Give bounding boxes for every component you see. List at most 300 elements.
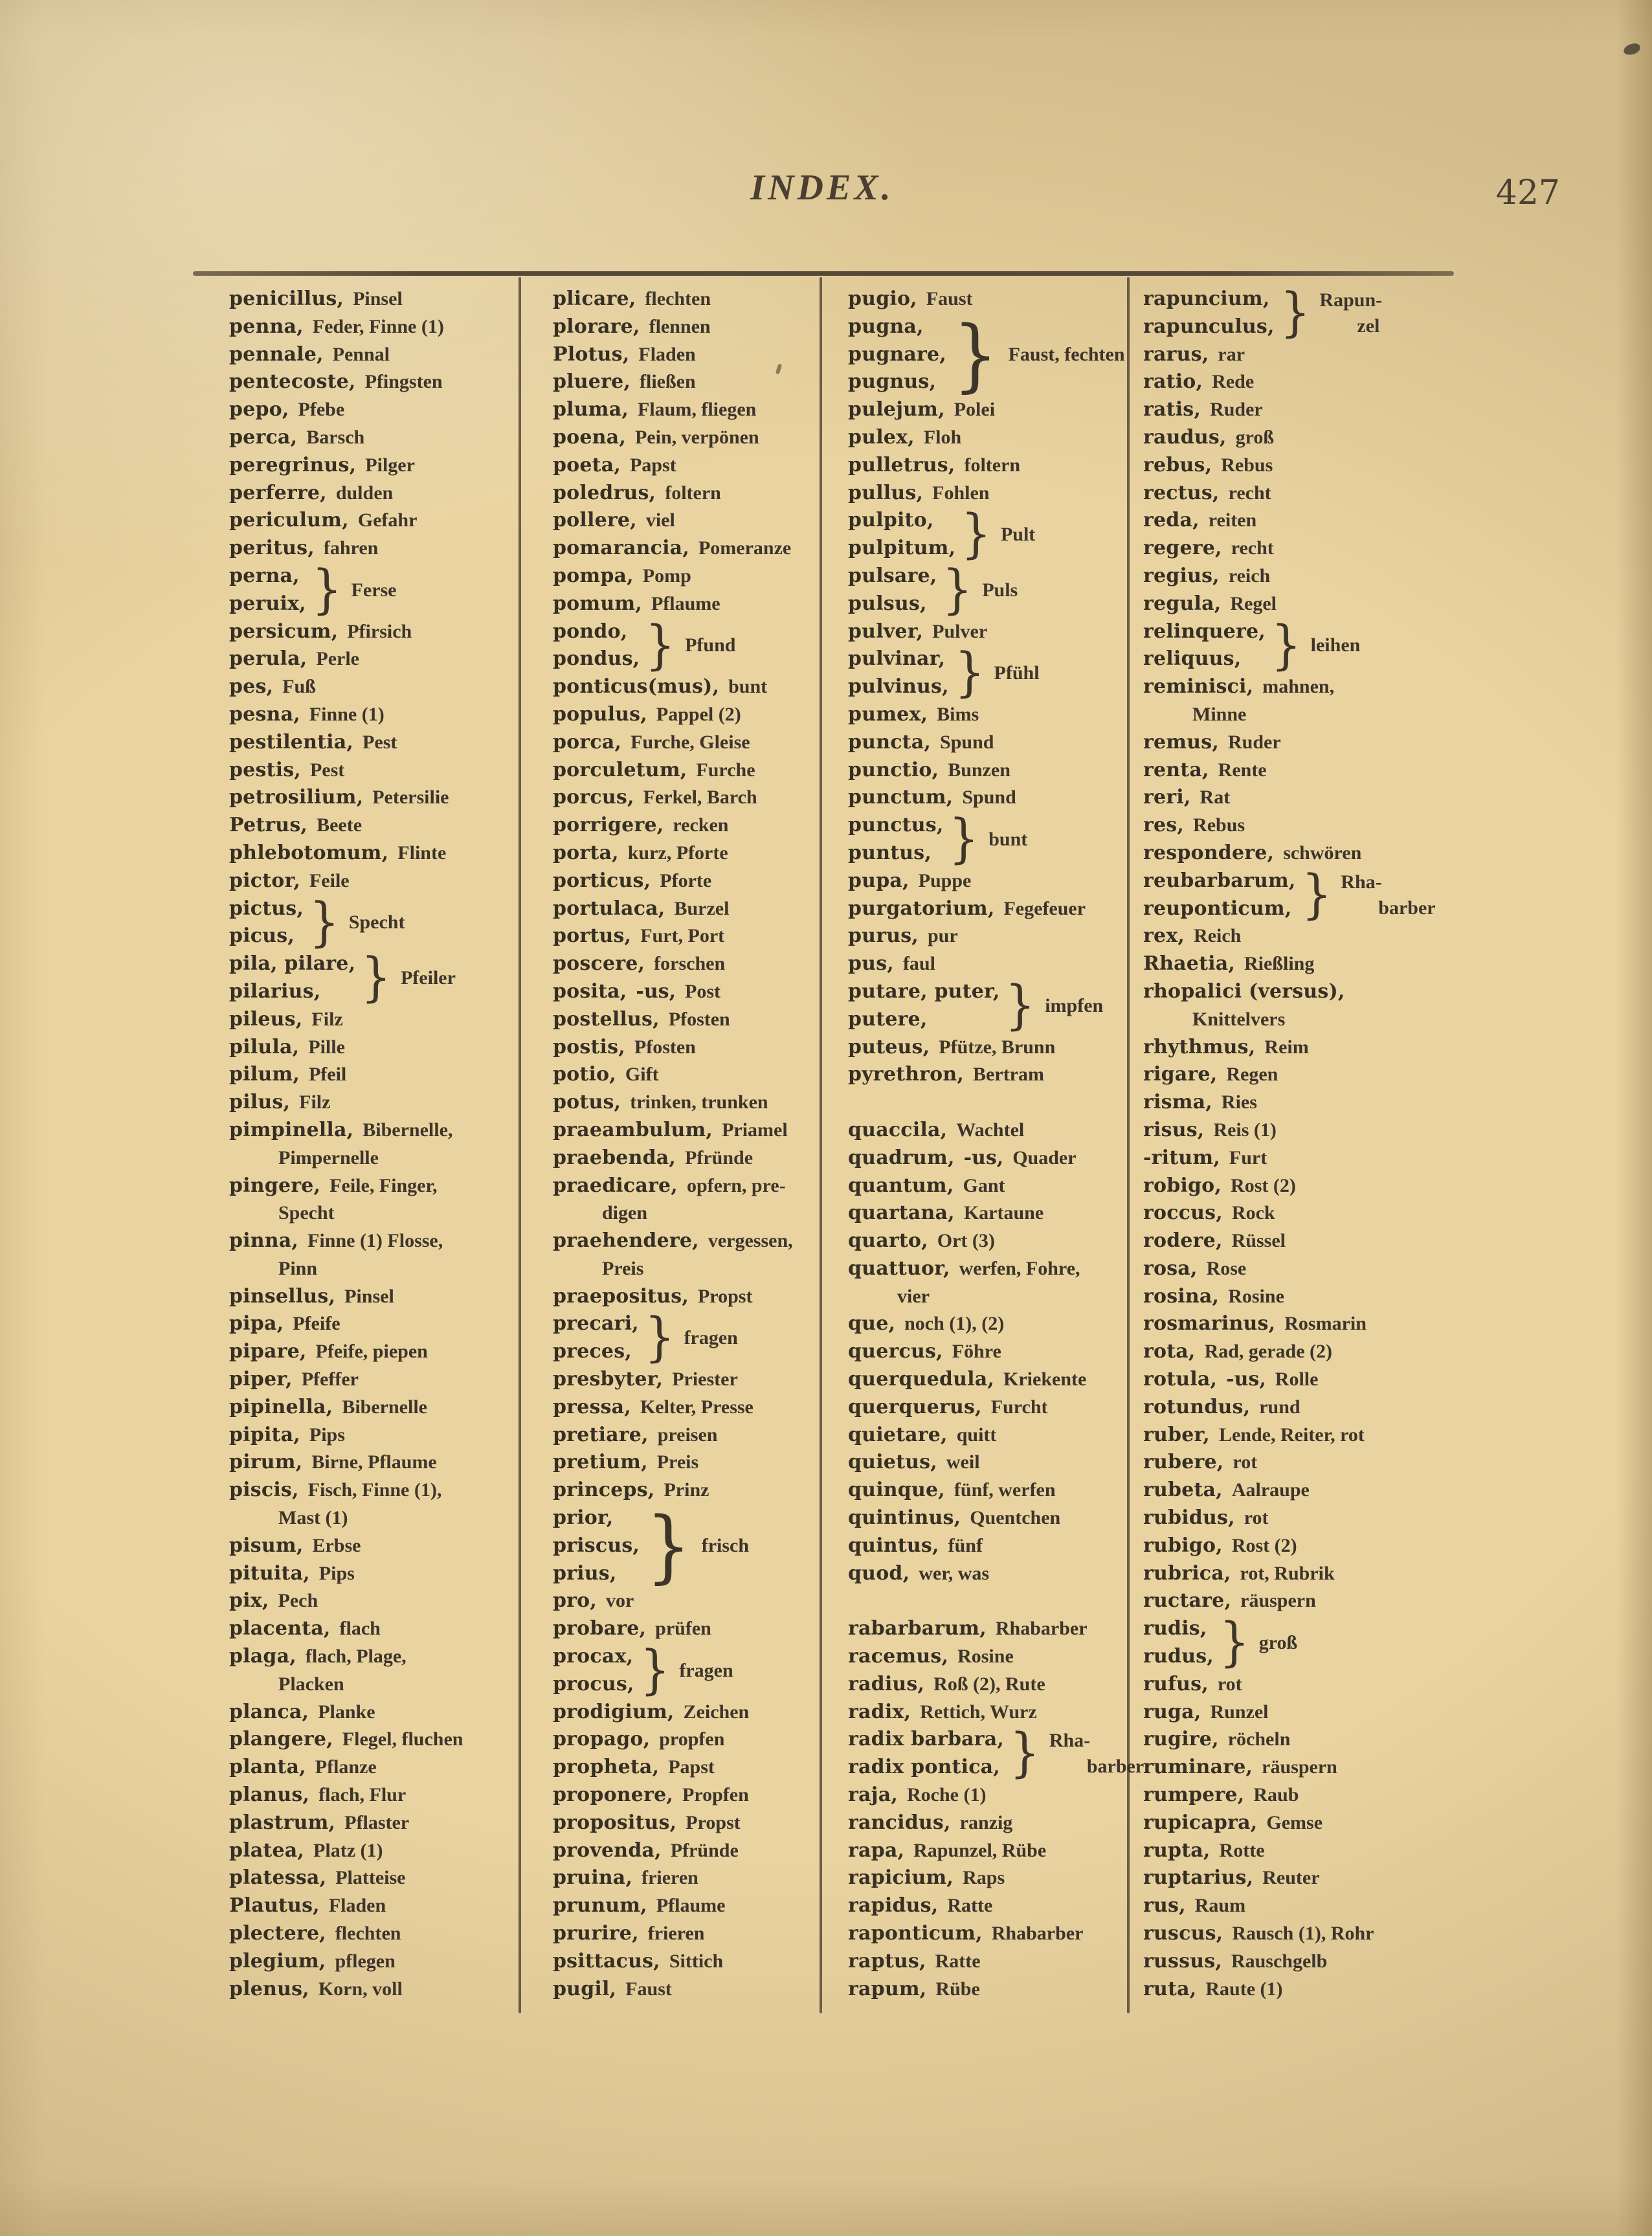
brace-gloss	[401, 965, 456, 991]
entry-latin: quaccila,	[848, 1118, 948, 1141]
index-entry	[1143, 757, 1453, 785]
entry-latin: regere,	[1143, 537, 1222, 560]
entry-latin: pro,	[553, 1589, 597, 1613]
entry-latin: poscere,	[553, 952, 645, 976]
entry-latin: rufus,	[1143, 1672, 1209, 1695]
entry-latin: pugna,	[848, 315, 924, 338]
entry-latin: puncta,	[848, 730, 932, 754]
index-entry	[1143, 590, 1453, 618]
index-entry	[1143, 1560, 1453, 1588]
entry-german: fünf	[948, 1534, 983, 1556]
entry-latin: pulvinus,	[848, 675, 949, 699]
entry-german: Pflaume	[651, 592, 720, 614]
entry-latin: pugio,	[848, 287, 917, 310]
brace-icon: }	[1219, 1612, 1250, 1673]
entry-latin: radius,	[848, 1672, 925, 1695]
entry-latin: plectere,	[229, 1922, 326, 1945]
entry-latin: querquerus,	[848, 1395, 982, 1418]
entry-german: Propst	[697, 1285, 753, 1307]
index-entry	[229, 368, 517, 396]
entry-latin: Rhaetia,	[1143, 952, 1236, 976]
entry-german: prüfen	[655, 1618, 711, 1640]
entry-latin: rus,	[1143, 1894, 1186, 1917]
brace-icon: }	[949, 809, 979, 870]
entry-german: Gefahr	[357, 509, 418, 531]
index-entry	[1143, 1283, 1453, 1311]
entry-latin: quinque,	[848, 1479, 945, 1502]
index-entry	[848, 1422, 1125, 1449]
index-entry	[848, 618, 1125, 646]
entry-latin: pus,	[848, 952, 894, 976]
entry-german: rot	[1244, 1507, 1269, 1529]
index-entry	[848, 950, 1125, 978]
entry-latin: praedicare,	[553, 1174, 678, 1197]
entry-latin: res,	[1143, 814, 1185, 837]
brace-words	[848, 645, 949, 701]
entry-latin: quietare,	[848, 1423, 948, 1446]
entry-latin: quintus,	[848, 1534, 939, 1557]
entry-latin: rotula,	[1143, 1368, 1218, 1391]
entry-german: Quader	[1012, 1146, 1077, 1168]
entry-german: weil	[946, 1451, 980, 1473]
entry-latin: petrosilium,	[229, 786, 364, 809]
entry-german: Rapunzel, Rübe	[913, 1839, 1047, 1861]
entry-latin: regula,	[1143, 592, 1222, 615]
entry-latin: prurire,	[553, 1922, 639, 1945]
entry-latin: rapuncium,	[1143, 287, 1270, 310]
entry-german: wer, was	[919, 1562, 990, 1584]
brace-gloss	[352, 577, 397, 603]
entry-latin: plorare,	[553, 315, 640, 338]
entry-german: Burzel	[674, 897, 730, 919]
brace-gloss	[679, 1658, 733, 1684]
entry-latin: rex,	[1143, 924, 1185, 948]
entry-latin: risus,	[1143, 1118, 1205, 1141]
entry-latin: plegium,	[229, 1949, 326, 1973]
entry-latin: praehendere,	[553, 1229, 699, 1253]
entry-latin: pilus,	[229, 1091, 291, 1114]
index-entry	[229, 1227, 517, 1255]
index-entry-continuation	[1143, 701, 1453, 729]
index-entry	[553, 1948, 818, 1976]
index-entry	[229, 535, 517, 563]
brace-words	[1143, 867, 1296, 923]
entry-latin: ratio,	[1143, 370, 1203, 394]
entry-latin: plastrum,	[229, 1811, 336, 1834]
entry-german: Gift	[625, 1064, 659, 1086]
index-entry	[229, 867, 517, 895]
entry-german: Pfund	[685, 634, 736, 656]
brace-words	[229, 950, 355, 1006]
index-entry-continuation	[229, 1504, 517, 1532]
index-entry	[1143, 1892, 1453, 1920]
brace-group	[553, 1500, 818, 1593]
index-entry	[848, 1477, 1125, 1504]
entry-german: recken	[673, 814, 729, 836]
entry-german: Fladen	[638, 343, 696, 365]
index-entry	[553, 673, 818, 701]
brace-group	[553, 1640, 818, 1701]
entry-german: Kelter, Presse	[640, 1396, 753, 1418]
entry-latin: porcus,	[553, 786, 634, 809]
index-entry	[1143, 1310, 1453, 1338]
entry-latin: rapum,	[848, 1977, 927, 2000]
index-entry	[848, 1338, 1125, 1366]
entry-german: zel	[1357, 315, 1380, 337]
entry-latin: pollere,	[553, 509, 637, 532]
entry-german: faul	[902, 953, 935, 975]
index-entry	[553, 480, 818, 508]
entry-german: rot, Rubrik	[1240, 1562, 1335, 1584]
entry-german: fahren	[323, 537, 379, 559]
entry-latin: perferre,	[229, 481, 327, 504]
entry-latin: perna,	[229, 564, 300, 587]
entry-latin: pentecoste,	[229, 370, 356, 394]
entry-latin: rubeta,	[1143, 1479, 1223, 1502]
entry-latin: punctum,	[848, 786, 954, 809]
entry-german: kurz, Pforte	[627, 842, 728, 864]
entry-german: Rosine	[1228, 1285, 1284, 1307]
entry-german: Pulver	[932, 620, 988, 642]
scan-speck	[1623, 42, 1642, 56]
entry-german: Feile, Finger,	[329, 1174, 438, 1196]
entry-german: räuspern	[1240, 1590, 1316, 1612]
brace-group	[553, 1307, 818, 1369]
entry-latin: perca,	[229, 425, 298, 449]
entry-latin: pilarius,	[229, 979, 321, 1003]
entry-german: quitt	[956, 1424, 997, 1446]
entry-german: fragen	[684, 1327, 738, 1349]
index-entry	[229, 1394, 517, 1422]
brace-words	[848, 507, 955, 563]
entry-german: noch (1), (2)	[904, 1313, 1005, 1335]
entry-german: Perle	[316, 648, 359, 670]
brace-icon: }	[954, 642, 985, 704]
index-entry	[229, 1976, 517, 2004]
entry-latin: robigo,	[1143, 1174, 1222, 1197]
entry-german: Knittelvers	[1192, 1008, 1286, 1030]
entry-latin: pluere,	[553, 370, 631, 394]
entry-latin: puteus,	[848, 1035, 930, 1058]
entry-german: Birne, Pflaume	[311, 1451, 437, 1473]
brace-icon: }	[361, 947, 392, 1009]
index-entry	[229, 729, 517, 757]
entry-german: Rosine	[957, 1646, 1014, 1668]
entry-latin: peregrinus,	[229, 453, 357, 476]
index-entry	[553, 784, 818, 812]
entry-german: Roche (1)	[906, 1784, 987, 1806]
entry-latin: penicillus,	[229, 287, 344, 310]
index-entry	[553, 895, 818, 923]
entry-latin: prior,	[553, 1506, 614, 1530]
entry-latin: ruminare,	[1143, 1756, 1253, 1779]
entry-latin: pipa,	[229, 1312, 284, 1336]
entry-latin: rectus,	[1143, 481, 1220, 504]
entry-latin: quarto,	[848, 1229, 928, 1253]
entry-german: Petersilie	[372, 787, 449, 809]
entry-latin-variant: -us,	[1226, 1368, 1266, 1391]
entry-latin: probare,	[553, 1617, 647, 1640]
index-entry	[848, 452, 1125, 480]
index-entry	[848, 1948, 1125, 1976]
entry-latin: poena,	[553, 425, 626, 449]
brace-gloss	[685, 632, 735, 658]
entry-latin: procus,	[553, 1672, 634, 1695]
entry-latin: piper,	[229, 1368, 293, 1391]
entry-latin-variant: -us,	[963, 1146, 1004, 1169]
entry-german: Rüssel	[1231, 1230, 1286, 1252]
entry-latin: pennale,	[229, 342, 324, 366]
entry-latin: renta,	[1143, 758, 1209, 781]
index-entry	[1143, 535, 1453, 563]
entry-latin: porta,	[553, 841, 619, 864]
brace-icon: }	[1271, 614, 1302, 676]
index-entry	[229, 285, 517, 313]
entry-german: Reich	[1194, 925, 1242, 947]
index-entry	[1143, 1782, 1453, 1809]
entry-german: rot	[1217, 1673, 1242, 1695]
entry-latin: roccus,	[1143, 1202, 1223, 1225]
entry-german: Papst	[668, 1756, 715, 1778]
index-entry	[553, 1976, 818, 2004]
entry-german: Rha-	[1341, 871, 1382, 893]
entry-latin: pulver,	[848, 620, 924, 643]
entry-latin: reminisci,	[1143, 675, 1254, 699]
entry-latin: Petrus,	[229, 814, 308, 837]
index-entry	[229, 424, 517, 452]
entry-latin: quadrum,	[848, 1146, 955, 1169]
entry-latin: purgatorium,	[848, 897, 995, 920]
entry-german: forschen	[654, 953, 726, 975]
entry-latin: rapidus,	[848, 1894, 939, 1917]
entry-german: Fuß	[282, 676, 316, 698]
entry-german: bunt	[728, 676, 768, 698]
entry-german: Polei	[954, 399, 996, 421]
index-entry	[229, 396, 517, 424]
entry-latin: pruina,	[553, 1866, 633, 1890]
entry-german: Planke	[318, 1701, 375, 1723]
index-entry	[553, 1227, 818, 1255]
entry-german: Rießling	[1244, 953, 1315, 975]
index-entry	[1143, 1532, 1453, 1560]
entry-german: Preis	[656, 1451, 699, 1473]
entry-german: Pech	[278, 1590, 318, 1612]
entry-german: barber	[1086, 1756, 1144, 1778]
entry-german: Pflaster	[344, 1811, 410, 1833]
entry-latin: rubigo,	[1143, 1534, 1223, 1557]
index-entry	[229, 1587, 517, 1615]
index-entry	[1143, 1061, 1453, 1089]
entry-latin: pilula,	[229, 1035, 300, 1058]
index-entry	[229, 1809, 517, 1837]
index-entry	[1143, 978, 1453, 1006]
index-entry	[553, 950, 818, 978]
entry-latin: pestis,	[229, 758, 301, 781]
index-entry-continuation	[229, 1671, 517, 1699]
index-entry	[553, 1145, 818, 1172]
entry-latin: raptus,	[848, 1949, 926, 1973]
index-entry	[1143, 480, 1453, 508]
entry-german: Rausch (1), Rohr	[1232, 1923, 1374, 1945]
entry-latin: quercus,	[848, 1340, 943, 1363]
entry-german: Kartaune	[963, 1202, 1044, 1224]
entry-latin: raja,	[848, 1783, 898, 1807]
index-entry	[229, 507, 517, 535]
index-entry	[553, 1366, 818, 1394]
index-entry	[553, 285, 818, 313]
entry-german: Rose	[1206, 1257, 1247, 1279]
index-entry	[848, 1920, 1125, 1948]
index-entry	[229, 1560, 517, 1588]
index-entry-continuation	[553, 1255, 818, 1283]
index-entry	[848, 1532, 1125, 1560]
index-entry	[229, 1948, 517, 1976]
entry-german: Furt	[1229, 1146, 1267, 1168]
entry-latin: quattuor,	[848, 1257, 950, 1280]
entry-german: Aalraupe	[1231, 1479, 1310, 1501]
brace-icon: }	[1301, 864, 1332, 925]
entry-german: Propfen	[682, 1784, 749, 1806]
entry-latin: ruber,	[1143, 1423, 1210, 1446]
entry-german: Reis (1)	[1213, 1119, 1277, 1141]
index-entry	[229, 1449, 517, 1477]
index-entry	[1143, 1699, 1453, 1727]
entry-latin: porticus,	[553, 869, 651, 892]
entry-german: Ferse	[351, 579, 397, 601]
entry-latin: pugnus,	[848, 370, 937, 394]
entry-german: Rübe	[935, 1978, 980, 2000]
entry-latin: peruix,	[229, 592, 306, 615]
index-entry	[1143, 1117, 1453, 1145]
entry-german: Propst	[686, 1811, 741, 1833]
entry-latin: planca,	[229, 1700, 309, 1723]
entry-latin: rhythmus,	[1143, 1035, 1256, 1058]
index-entry	[848, 1310, 1125, 1338]
entry-latin: rosa,	[1143, 1257, 1198, 1280]
entry-latin: pulsus,	[848, 592, 927, 615]
entry-german: Finne (1)	[309, 703, 385, 725]
index-entry	[1143, 368, 1453, 396]
brace-group	[1143, 282, 1453, 343]
brace-group	[1143, 1612, 1453, 1673]
index-entry	[848, 1809, 1125, 1837]
entry-latin: rarus,	[1143, 342, 1209, 366]
entry-latin: reda,	[1143, 509, 1200, 532]
index-entry	[229, 1366, 517, 1394]
entry-latin: plaga,	[229, 1645, 296, 1668]
entry-latin: pretiare,	[553, 1423, 649, 1446]
brace-group	[229, 559, 517, 620]
entry-latin: querquedula,	[848, 1368, 995, 1391]
index-entry	[229, 1864, 517, 1892]
index-entry	[1143, 1477, 1453, 1504]
entry-german: frieren	[642, 1867, 698, 1889]
index-entry	[848, 867, 1125, 895]
entry-latin: puntus,	[848, 841, 932, 864]
entry-latin: poeta,	[553, 453, 621, 476]
entry-german: Pfeife, piepen	[315, 1341, 428, 1363]
entry-german: Furche, Gleise	[631, 731, 750, 753]
entry-german: röcheln	[1227, 1728, 1291, 1750]
index-column-4	[1143, 282, 1453, 2003]
index-entry	[1143, 1504, 1453, 1532]
entry-german: Pinn	[278, 1257, 318, 1279]
index-entry	[1143, 1837, 1453, 1865]
entry-german: Pfütze, Brunn	[939, 1036, 1056, 1058]
entry-german: Pflanze	[315, 1756, 377, 1778]
entry-latin: rabarbarum,	[848, 1617, 987, 1640]
entry-latin: posita,	[553, 979, 627, 1003]
index-entry	[848, 757, 1125, 785]
brace-words	[1143, 285, 1275, 341]
index-entry	[553, 1837, 818, 1865]
brace-gloss	[988, 827, 1027, 853]
entry-german: foltern	[665, 482, 721, 504]
index-entry	[553, 1061, 818, 1089]
index-entry	[229, 840, 517, 867]
index-entry	[848, 1227, 1125, 1255]
entry-latin: -ritum,	[1143, 1146, 1220, 1169]
index-entry	[229, 1920, 517, 1948]
entry-german: Filz	[299, 1091, 331, 1113]
index-entry	[848, 1117, 1125, 1145]
index-entry	[229, 1283, 517, 1311]
entry-german: pflegen	[335, 1950, 396, 1972]
entry-german: Flaum, fliegen	[638, 399, 757, 421]
index-entry	[229, 673, 517, 701]
entry-german: Placken	[278, 1673, 344, 1695]
entry-latin: pinsellus,	[229, 1284, 336, 1308]
entry-german: Föhre	[952, 1341, 1001, 1363]
index-entry	[848, 1255, 1125, 1283]
entry-latin: porculetum,	[553, 758, 687, 781]
brace-group	[848, 642, 1125, 704]
entry-german: Ratte	[935, 1950, 981, 1972]
entry-german: preisen	[657, 1424, 718, 1446]
brace-icon: }	[309, 891, 340, 953]
index-entry	[1143, 1145, 1453, 1172]
index-entry	[848, 1643, 1125, 1671]
entry-german: Roß (2), Rute	[933, 1673, 1045, 1695]
brace-group	[848, 504, 1125, 565]
entry-latin: rota,	[1143, 1340, 1196, 1363]
index-entry-continuation	[229, 1145, 517, 1172]
entry-german: foltern	[964, 454, 1021, 476]
entry-latin: ruptarius,	[1143, 1866, 1254, 1890]
entry-german: Regen	[1226, 1064, 1278, 1086]
entry-latin: planta,	[229, 1756, 306, 1779]
entry-latin: persicum,	[229, 620, 339, 643]
entry-german: digen	[602, 1202, 648, 1224]
entry-german: schwören	[1283, 842, 1362, 864]
entry-german: Filz	[311, 1008, 343, 1030]
column-divider-2	[820, 277, 822, 2013]
brace-words	[553, 1643, 634, 1699]
index-entry	[229, 1006, 517, 1034]
index-entry	[553, 1006, 818, 1034]
entry-latin: pix,	[229, 1589, 269, 1613]
entry-latin: pes,	[229, 675, 274, 699]
page-title: INDEX.	[750, 168, 894, 208]
entry-german: Rente	[1218, 759, 1267, 781]
entry-latin: procax,	[553, 1645, 634, 1668]
entry-german: Platteise	[335, 1867, 406, 1889]
brace-gloss	[1341, 869, 1435, 921]
entry-german: Flegel, fluchen	[342, 1728, 463, 1750]
entry-german: Spund	[962, 787, 1016, 809]
entry-latin: platessa,	[229, 1866, 327, 1890]
brace-gloss	[994, 660, 1040, 686]
